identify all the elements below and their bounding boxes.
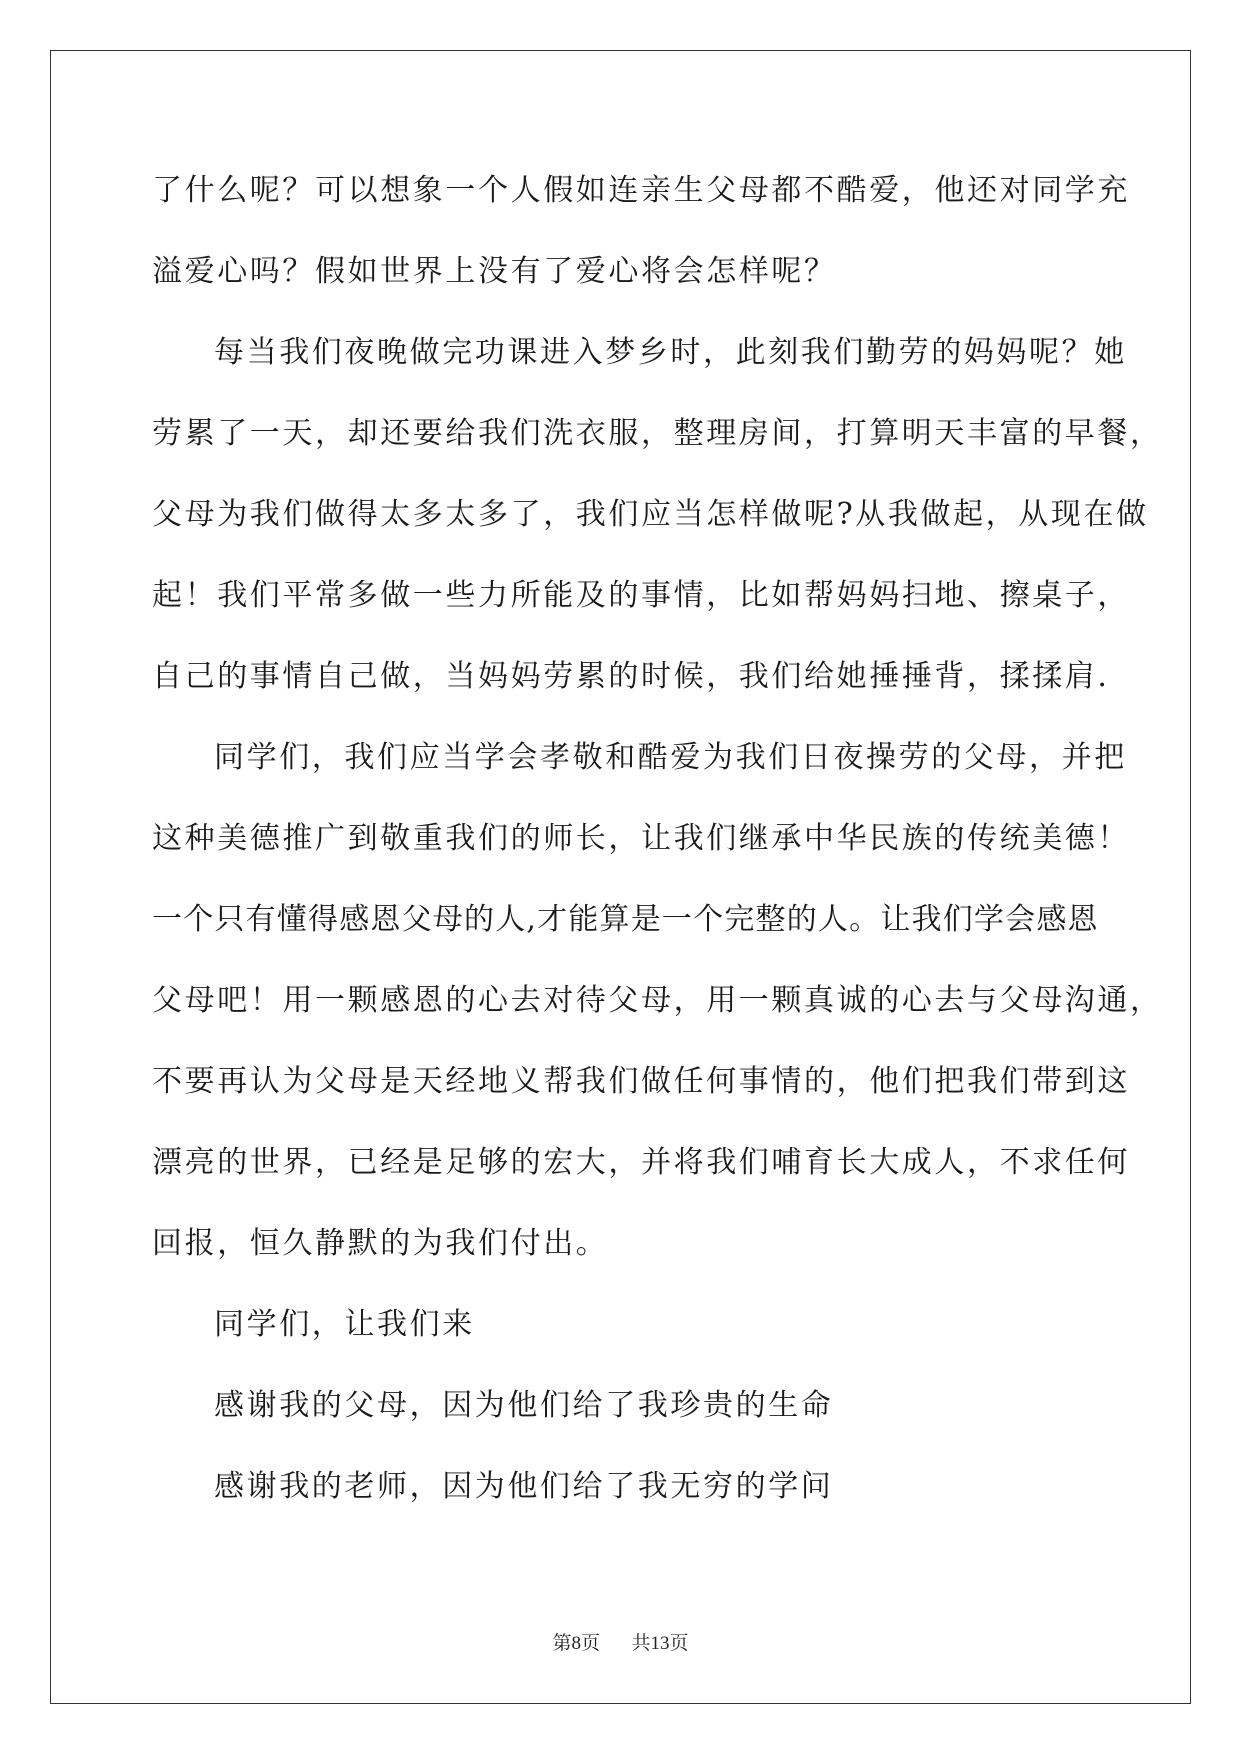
text-line: 起！我们平常多做一些力所能及的事情，比如帮妈妈扫地、擦桌子， <box>152 578 1130 613</box>
paragraph-start-line: 每当我们夜晚做完功课进入梦乡时，此刻我们勤劳的妈妈呢？她 <box>214 335 1127 370</box>
text-line: 溢爱心吗？假如世界上没有了爱心将会怎样呢？ <box>152 254 837 289</box>
paragraph-start-line: 感谢我的父母，因为他们给了我珍贵的生命 <box>214 1388 834 1423</box>
text-line: 不要再认为父母是天经地义帮我们做任何事情的，他们把我们带到这 <box>152 1064 1130 1099</box>
text-line: 父母吧！用一颗感恩的心去对待父母，用一颗真诚的心去与父母沟通， <box>152 983 1163 1018</box>
text-line: 漂亮的世界，已经是足够的宏大，并将我们哺育长大成人，不求任何 <box>152 1145 1130 1180</box>
text-line: 劳累了一天，却还要给我们洗衣服，整理房间，打算明天丰富的早餐， <box>152 416 1163 451</box>
text-line: 这种美德推广到敬重我们的师长，让我们继承中华民族的传统美德！ <box>152 821 1130 856</box>
text-line: 一个只有懂得感恩父母的人,才能算是一个完整的人。让我们学会感恩 <box>152 902 1099 937</box>
paragraph-start-line: 同学们，我们应当学会孝敬和酷爱为我们日夜操劳的父母，并把 <box>214 740 1127 775</box>
document-body <box>152 163 1163 1540</box>
paragraph-start-line: 感谢我的老师，因为他们给了我无穷的学问 <box>214 1469 834 1504</box>
text-line: 父母为我们做得太多太多了，我们应当怎样做呢?从我做起，从现在做 <box>152 497 1149 532</box>
text-line: 回报，恒久静默的为我们付出。 <box>152 1226 609 1261</box>
paragraph-start-line: 同学们，让我们来 <box>214 1307 475 1342</box>
text-line: 了什么呢？可以想象一个人假如连亲生父母都不酷爱，他还对同学充 <box>152 173 1130 208</box>
page-number: 第8页 <box>552 1633 600 1654</box>
text-line: 自己的事情自己做，当妈妈劳累的时候，我们给她捶捶背，揉揉肩. <box>152 659 1110 694</box>
page-total: 共13页 <box>631 1633 689 1654</box>
page-footer <box>0 1628 1241 1655</box>
